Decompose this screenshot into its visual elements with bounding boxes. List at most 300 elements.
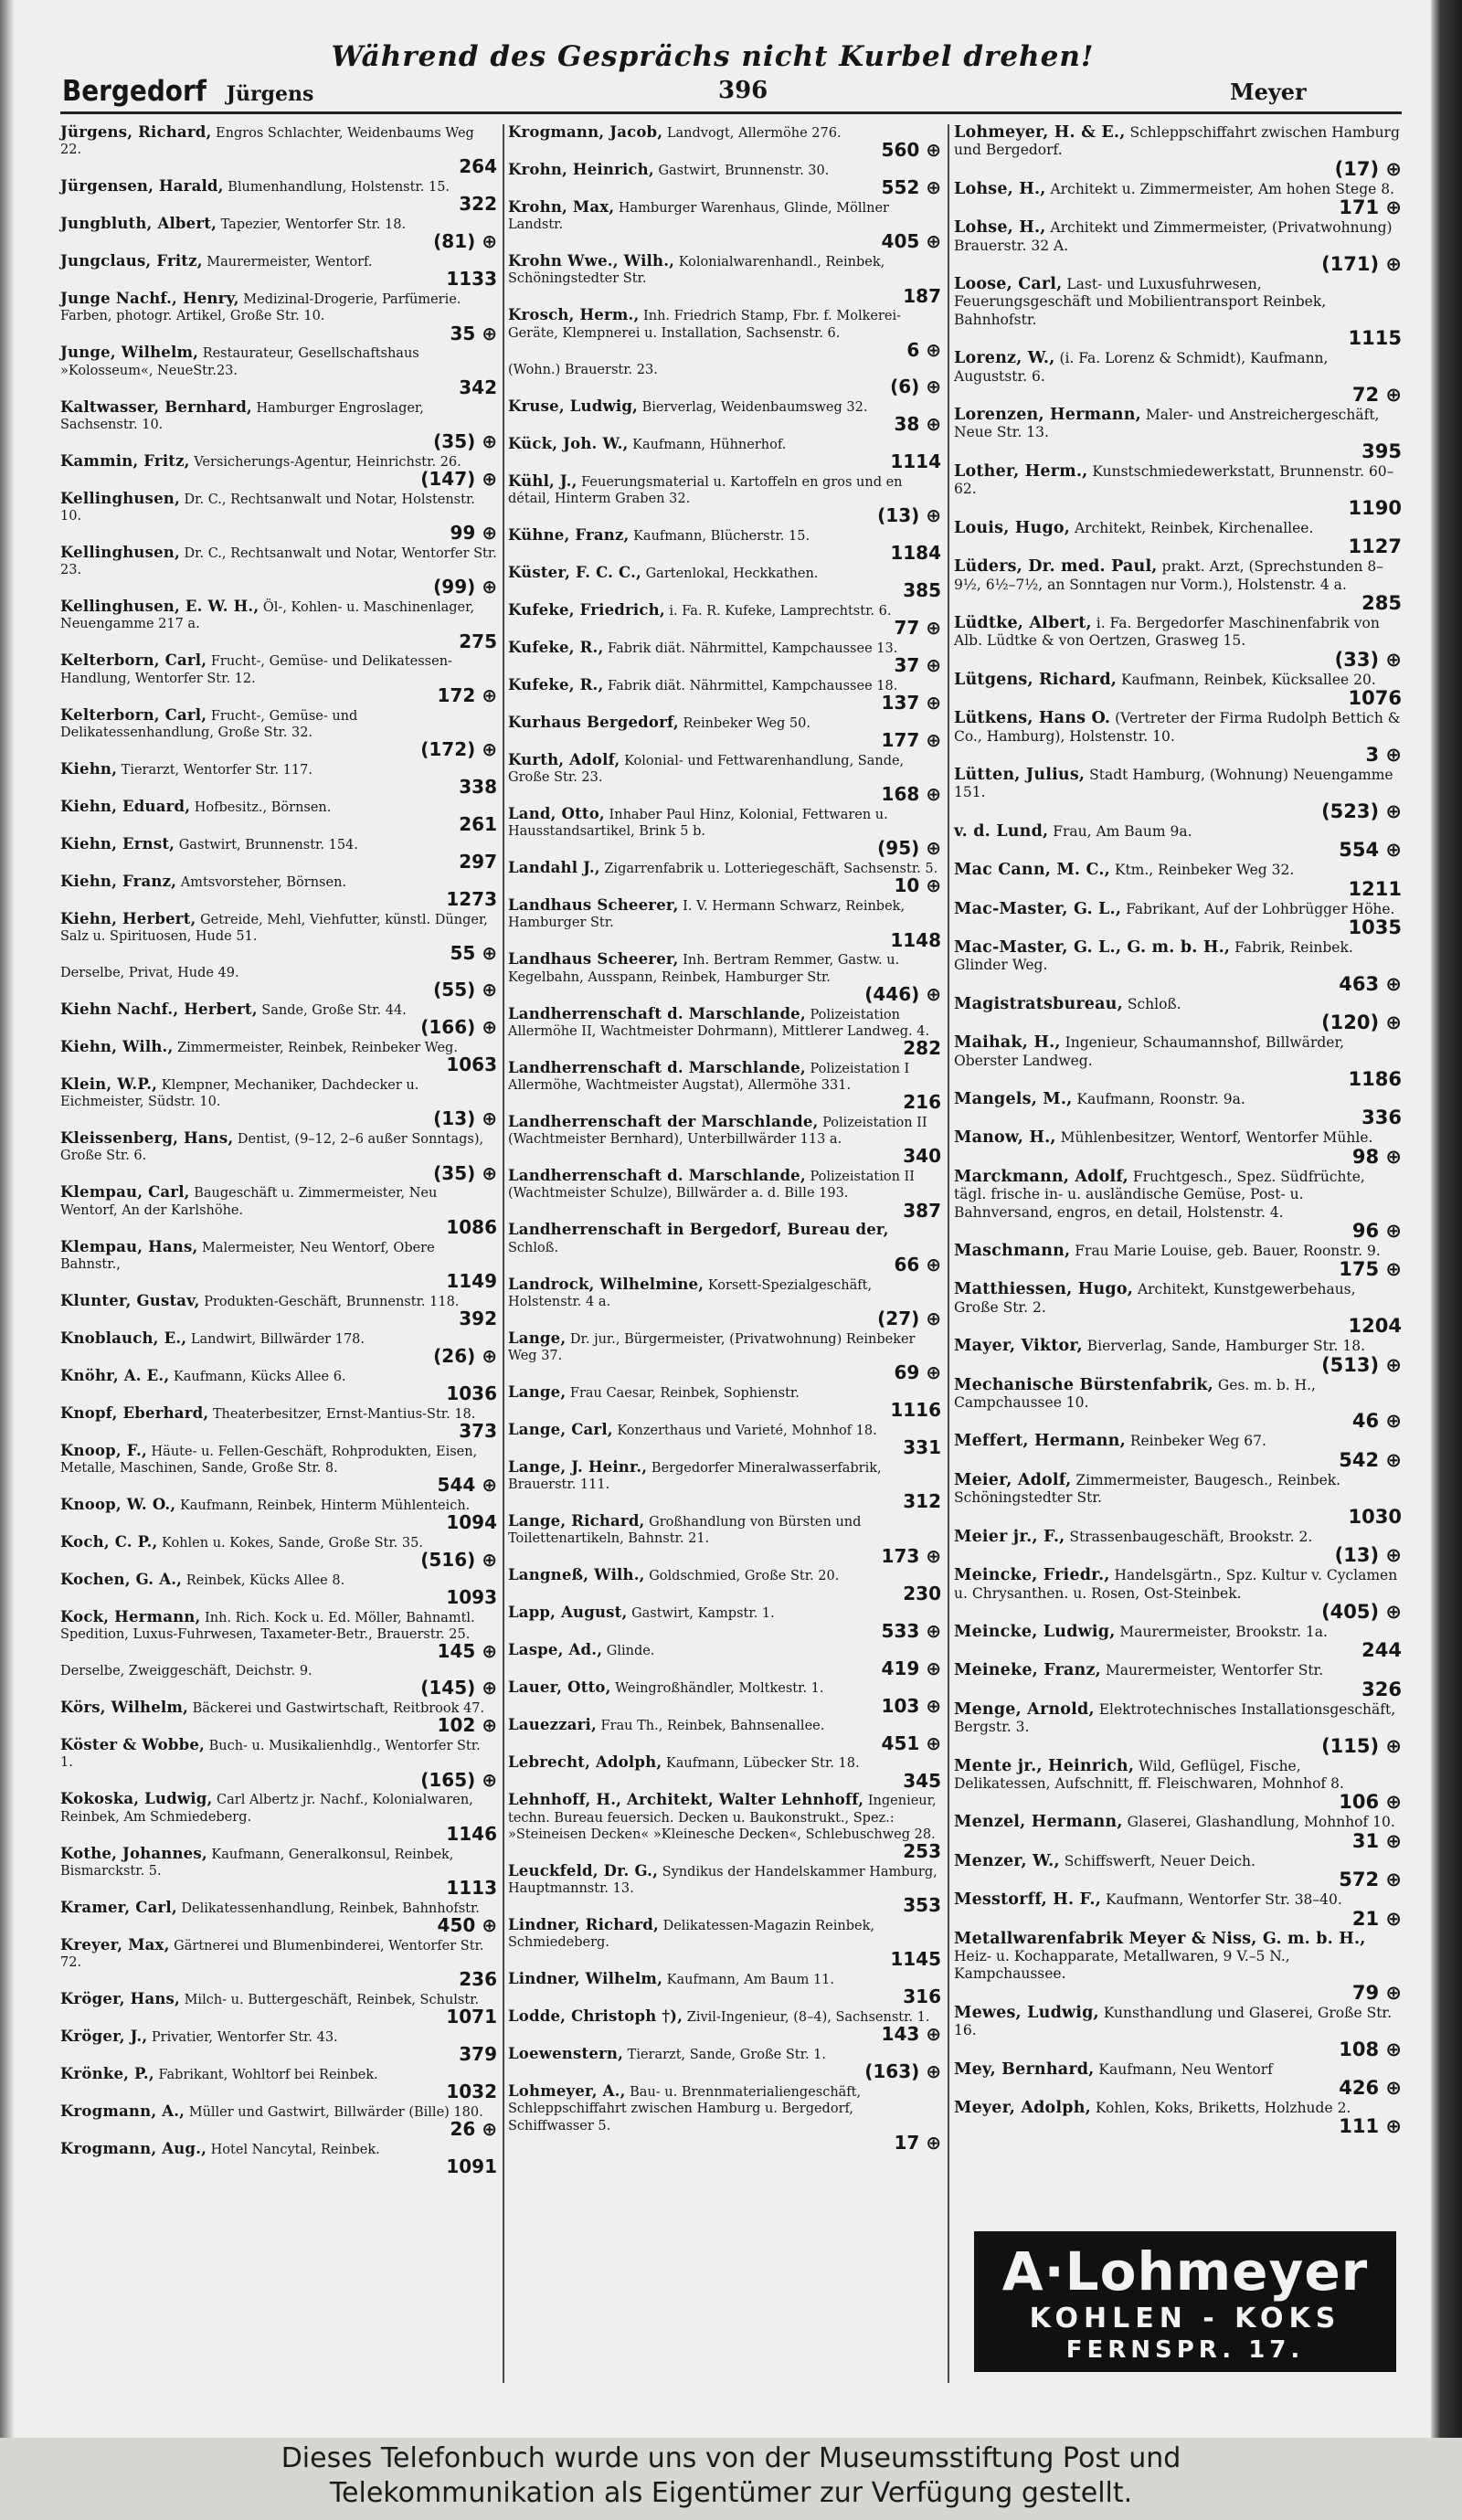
entry-details: Kunsthandlung und Glaserei, Große Str. 16. xyxy=(954,2004,1393,2039)
entry-details: Kaufmann, Neu Wentorf xyxy=(1098,2060,1273,2078)
entry-name: Mey, Bernhard, xyxy=(954,2059,1095,2079)
entry-name: Kühl, J., xyxy=(508,471,577,490)
entry-details: Maurermeister, Wentorfer Str. xyxy=(1105,1662,1324,1679)
entry-phone-number: 463 ⊕ xyxy=(1339,972,1402,995)
entry-details: Derselbe, Privat, Hude 49. xyxy=(60,966,239,981)
entry-details: Restaurateur, Gesellschaftshaus »Kolosseum«, NeueStr.23. xyxy=(60,346,419,378)
entry-phone-number: 173 ⊕ xyxy=(881,1544,941,1567)
entry-phone-number: 542 ⊕ xyxy=(1339,1448,1402,1471)
entry-name: Kellinghusen, xyxy=(60,489,180,507)
entry-details: Frau, Am Baum 9a. xyxy=(1053,822,1192,840)
directory-entry xyxy=(954,558,1402,613)
entry-details: Kaufmann, Reinbek, Hinterm Mühlenteich. xyxy=(179,1498,471,1514)
entry-phone-number: 1148 xyxy=(890,928,941,951)
directory-entry xyxy=(954,1853,1402,1890)
directory-entry xyxy=(60,1572,497,1607)
entry-phone-number: 264 xyxy=(459,155,497,178)
entry-body xyxy=(60,1900,497,1917)
entry-phone-number: 216 xyxy=(903,1091,941,1114)
entry-details: Kaufmann, Am Baum 11. xyxy=(666,1973,835,1988)
entry-name: Land, Otto, xyxy=(508,805,605,823)
entry-body xyxy=(60,178,497,196)
directory-entry xyxy=(508,1917,941,1969)
directory-entry xyxy=(60,1937,497,1989)
directory-entry xyxy=(60,124,497,176)
scan-left-edge xyxy=(0,0,15,2438)
directory-entry xyxy=(60,1791,497,1843)
entry-name: Meier, Adolf, xyxy=(954,1470,1072,1489)
directory-entry xyxy=(60,799,497,834)
entry-phone-number: (165) ⊕ xyxy=(420,1768,497,1791)
directory-entry xyxy=(508,398,941,434)
entry-details: Syndikus der Handelskammer Hamburg, Hauptmannstr. 13. xyxy=(508,1864,938,1897)
entry-body xyxy=(60,1330,497,1348)
entry-body xyxy=(954,1853,1402,1870)
entry-name: Kufeke, R., xyxy=(508,638,604,656)
entry-phone-number: (120) ⊕ xyxy=(1321,1011,1402,1034)
entry-body xyxy=(508,1330,941,1364)
entry-details: Bierverlag, Weidenbaumsweg 32. xyxy=(641,399,868,415)
entry-name: Kiehn, Wilh., xyxy=(60,1038,174,1056)
entry-body xyxy=(954,1662,1402,1679)
entry-phone-number: 187 xyxy=(903,284,941,307)
entry-details: Last- und Luxusfuhrwesen, Feuerungsgeschäft und Mobilientransport Reinbek, Bahnhofstr. xyxy=(954,276,1327,328)
entry-name: Magistratsbureau, xyxy=(954,994,1123,1013)
entry-phone-number: (26) ⊕ xyxy=(433,1345,497,1368)
entry-body xyxy=(954,1169,1402,1222)
entry-details: Kohlen, Koks, Briketts, Holzhude 2. xyxy=(1095,2100,1351,2116)
entry-body xyxy=(954,2061,1402,2079)
entry-name: Kock, Hermann, xyxy=(60,1608,201,1626)
entry-name: Laspe, Ad., xyxy=(508,1641,603,1659)
entry-name: Manow, H., xyxy=(954,1128,1056,1148)
entry-body xyxy=(60,1405,497,1423)
entry-body xyxy=(60,1443,497,1477)
entry-phone-number: 405 ⊕ xyxy=(881,230,941,253)
entry-body xyxy=(508,1513,941,1547)
entry-phone-number: 373 xyxy=(459,1420,497,1443)
entry-body xyxy=(60,344,497,378)
entry-phone-number: 1115 xyxy=(1348,327,1402,350)
directory-entry xyxy=(508,860,941,895)
entry-name: Krogmann, Aug., xyxy=(60,2140,207,2158)
entry-details: Wild, Geflügel, Fische, Delikatessen, Aufschnitt, ff. Fleischwaren, Mohnhof 8. xyxy=(954,1757,1344,1792)
entry-name: Kurth, Adolf, xyxy=(508,750,620,768)
entry-details: Ges. m. b. H., Campchaussee 10. xyxy=(954,1376,1316,1412)
directory-entry xyxy=(60,707,497,759)
entry-name: Lapp, August, xyxy=(508,1604,628,1622)
entry-phone-number: 1149 xyxy=(446,1270,497,1293)
directory-entry xyxy=(954,463,1402,518)
entry-phone-number: (13) ⊕ xyxy=(877,504,941,527)
directory-entry xyxy=(954,1129,1402,1166)
entry-name: Krogmann, Jacob, xyxy=(508,123,663,141)
entry-body xyxy=(60,1937,497,1971)
entry-phone-number: 31 ⊕ xyxy=(1351,1829,1402,1852)
entry-name: Kleissenberg, Hans, xyxy=(60,1129,234,1148)
entry-name: Meineke, Franz, xyxy=(954,1661,1101,1680)
entry-phone-number: 552 ⊕ xyxy=(881,176,941,199)
entry-name: Kiehn, Ernst, xyxy=(60,834,175,852)
directory-entry xyxy=(508,307,941,359)
directory-entry xyxy=(60,874,497,909)
directory-entry xyxy=(60,761,497,797)
entry-name: Landherrenschaft der Marschlande, xyxy=(508,1113,819,1131)
directory-entry xyxy=(60,1991,497,2027)
entry-details: Inh. Friedrich Stamp, Fbr. f. Molkerei-Geräte, Klempnerei u. Installation, Sachsenstr. 6. xyxy=(508,309,902,341)
entry-body xyxy=(60,253,497,270)
entry-details: Schleppschiffahrt zwischen Hamburg und Bergedorf. xyxy=(954,124,1400,159)
entry-body xyxy=(60,1497,497,1514)
directory-entry xyxy=(954,124,1402,179)
directory-entry xyxy=(508,527,941,563)
entry-phone-number: 111 ⊕ xyxy=(1339,2115,1402,2138)
entry-phone-number: 392 xyxy=(459,1308,497,1330)
entry-body xyxy=(508,1384,941,1402)
entry-name: Landherrenschaft d. Marschlande, xyxy=(508,1058,806,1076)
directory-entry xyxy=(60,2141,497,2176)
directory-entry xyxy=(60,399,497,451)
entry-body xyxy=(60,2028,497,2046)
directory-entry xyxy=(508,1791,941,1863)
entry-name: Louis, Hugo, xyxy=(954,518,1071,537)
entry-name: Kiehn, xyxy=(60,759,118,778)
directory-entry xyxy=(508,362,941,397)
entry-name: Landhaus Scheerer, xyxy=(508,896,679,915)
entry-body xyxy=(508,1917,941,1951)
directory-entry xyxy=(60,1846,497,1898)
entry-body xyxy=(954,1701,1402,1737)
entry-details: Stadt Hamburg, (Wohnung) Neuengamme 151. xyxy=(954,766,1393,801)
directory-entry xyxy=(954,615,1402,670)
entry-name: Matthiessen, Hugo, xyxy=(954,1280,1133,1299)
directory-entry xyxy=(60,1368,497,1403)
entry-body xyxy=(954,767,1402,802)
entry-name: Koch, C. P., xyxy=(60,1533,158,1551)
entry-phone-number: 554 ⊕ xyxy=(1339,839,1402,862)
directory-entry xyxy=(954,996,1402,1032)
entry-body xyxy=(508,199,941,233)
entry-phone-number: (166) ⊕ xyxy=(420,1016,497,1039)
entry-body xyxy=(60,291,497,324)
header-first-name: Jürgens xyxy=(226,82,314,106)
directory-entry xyxy=(954,862,1402,898)
entry-body xyxy=(954,1243,1402,1260)
entry-phone-number: 21 ⊕ xyxy=(1351,1907,1402,1930)
entry-details: Landvogt, Allermöhe 276. xyxy=(666,126,842,141)
entry-body xyxy=(508,1422,941,1439)
entry-phone-number: 285 xyxy=(1361,591,1402,614)
entry-name: Maschmann, xyxy=(954,1242,1071,1261)
directory-entry xyxy=(60,253,497,289)
directory-entry xyxy=(954,939,1402,994)
entry-name: Lange, J. Heinr., xyxy=(508,1458,648,1477)
entry-details: Privatier, Wentorfer Str. 43. xyxy=(151,2030,338,2046)
entry-name: Landrock, Wilhelmine, xyxy=(508,1275,705,1293)
entry-name: Krönke, P., xyxy=(60,2065,154,2083)
entry-name: Langneß, Wilh., xyxy=(508,1566,645,1584)
entry-details: Fabrik diät. Nährmittel, Kampchaussee 18. xyxy=(608,678,898,694)
entry-phone-number: (523) ⊕ xyxy=(1321,799,1402,822)
entry-phone-number: (6) ⊕ xyxy=(890,375,941,397)
entry-body xyxy=(60,1039,497,1056)
directory-entry xyxy=(954,2005,1402,2059)
scan-right-edge xyxy=(1431,0,1462,2438)
directory-entry xyxy=(508,897,941,949)
directory-entry xyxy=(60,1609,497,1661)
entry-phone-number: 1076 xyxy=(1348,687,1402,710)
directory-entry xyxy=(954,1472,1402,1527)
directory-entry xyxy=(508,1604,941,1640)
entry-phone-number: 387 xyxy=(903,1199,941,1222)
entry-phone-number: 6 ⊕ xyxy=(906,338,941,361)
entry-name: Kochen, G. A., xyxy=(60,1571,183,1589)
entry-body xyxy=(954,1433,1402,1450)
entry-body xyxy=(508,1971,941,1988)
directory-entry xyxy=(60,836,497,872)
entry-name: Kammin, Fritz, xyxy=(60,451,190,470)
entry-details: Architekt, Kunstgewerbehaus, Große Str. 2. xyxy=(954,1281,1356,1316)
entry-name: Landherrenschaft d. Marschlande, xyxy=(508,1004,806,1022)
entry-body xyxy=(60,399,497,433)
entry-details: Reinbeker Weg 67. xyxy=(1129,1433,1266,1450)
entry-phone-number: 338 xyxy=(459,776,497,799)
entry-name: Kück, Joh. W., xyxy=(508,434,629,452)
directory-entry xyxy=(508,602,941,638)
entry-body xyxy=(508,640,941,657)
entry-phone-number: 336 xyxy=(1361,1106,1402,1129)
entry-name: Krogmann, A., xyxy=(60,2102,185,2121)
entry-name: Metallwarenfabrik Meyer & Niss, G. m. b. H., xyxy=(954,1929,1366,1948)
entry-name: Kiehn, Franz, xyxy=(60,872,177,890)
directory-column-1 xyxy=(60,124,497,2178)
entry-details: Kaufmann, Reinbek, Kücksallee 20. xyxy=(1121,671,1376,688)
entry-name: Krohn Wwe., Wilh., xyxy=(508,252,675,270)
entry-body xyxy=(60,1737,497,1771)
entry-name: Kiehn Nachf., Herbert, xyxy=(60,1001,258,1019)
entry-details: Weingroßhändler, Moltkestr. 1. xyxy=(615,1681,824,1697)
entry-phone-number: 175 ⊕ xyxy=(1339,1258,1402,1281)
entry-details: Konzerthaus und Varieté, Mohnhof 18. xyxy=(617,1424,877,1439)
entry-phone-number: 38 ⊕ xyxy=(894,412,941,435)
entry-name: Junge, Wilhelm, xyxy=(60,344,199,362)
entry-body xyxy=(60,2141,497,2158)
directory-entry xyxy=(508,1168,941,1220)
entry-body xyxy=(954,1377,1402,1413)
entry-phone-number: 171 ⊕ xyxy=(1339,196,1402,219)
entry-body xyxy=(954,1931,1402,1984)
directory-entry xyxy=(508,199,941,251)
entry-phone-number: (95) ⊕ xyxy=(877,837,941,860)
directory-entry xyxy=(60,1497,497,1532)
entry-details: Gastwirt, Brunnenstr. 30. xyxy=(658,164,830,178)
directory-entry xyxy=(508,1754,941,1790)
entry-details: Inh. Bertram Remmer, Gastw. u. Kegelbahn, Ausspann, Reinbek, Hamburger Str. xyxy=(508,953,900,985)
entry-details: Schloß. xyxy=(1127,995,1181,1012)
directory-entry xyxy=(954,219,1402,274)
entry-phone-number: (17) ⊕ xyxy=(1334,157,1402,180)
entry-name: Knoop, F., xyxy=(60,1441,147,1459)
entry-body xyxy=(508,752,941,786)
entry-details: Milch- u. Buttergeschäft, Reinbek, Schulstr. xyxy=(184,1993,480,2008)
entry-details: Delikatessenhandlung, Reinbek, Bahnhofstr. xyxy=(181,1901,480,1916)
entry-phone-number: 544 ⊕ xyxy=(437,1474,497,1497)
entry-body xyxy=(508,897,941,931)
entry-details: Klempner, Mechaniker, Dachdecker u. Eichmeister, Südstr. 10. xyxy=(60,1078,419,1110)
directory-entry xyxy=(60,652,497,704)
directory-entry xyxy=(60,1663,497,1698)
entry-details: Glaserei, Glashandlung, Mohnhof 10. xyxy=(1127,1814,1395,1831)
directory-entry xyxy=(954,350,1402,405)
entry-name: Kramer, Carl, xyxy=(60,1898,177,1916)
entry-details: Tierarzt, Sande, Große Str. 1. xyxy=(627,2048,827,2063)
entry-body xyxy=(508,715,941,732)
directory-entry xyxy=(508,473,941,525)
entry-body xyxy=(954,219,1402,255)
entry-name: Köster & Wobbe, xyxy=(60,1736,205,1754)
ownership-footer xyxy=(0,2438,1462,2520)
directory-entry xyxy=(508,1422,941,1457)
directory-entry xyxy=(508,806,941,858)
entry-details: Maurermeister, Wentorf. xyxy=(207,255,373,270)
ad-products: KOHLEN - KOKS xyxy=(1029,2303,1341,2335)
entry-phone-number: 137 ⊕ xyxy=(881,692,941,715)
entry-body xyxy=(60,874,497,891)
entry-name: Körs, Wilhelm, xyxy=(60,1699,188,1717)
entry-body xyxy=(508,527,941,545)
entry-body xyxy=(508,307,941,341)
entry-name: Lehnhoff, H., Architekt, Walter Lehnhoff, xyxy=(508,1791,864,1809)
entry-phone-number: 10 ⊕ xyxy=(894,874,941,897)
directory-entry xyxy=(60,1699,497,1735)
entry-phone-number: 326 xyxy=(1361,1678,1402,1700)
entry-phone-number: 426 ⊕ xyxy=(1339,2077,1402,2099)
entry-details: (Wohn.) Brauerstr. 23. xyxy=(508,362,658,377)
entry-phone-number: 385 xyxy=(903,579,941,602)
entry-body xyxy=(60,1572,497,1589)
entry-details: Kunstschmiedewerkstatt, Brunnenstr. 60–62. xyxy=(954,462,1394,498)
entry-details: Heiz- u. Kochapparate, Metallwaren, 9 V.–5 N., Kampchaussee. xyxy=(954,1947,1290,1983)
entry-phone-number: (145) ⊕ xyxy=(420,1677,497,1699)
entry-details: Frau Marie Louise, geb. Bauer, Roonstr. 9. xyxy=(1075,1243,1381,1260)
entry-details: Zigarrenfabrik u. Lotteriegeschäft, Sachsenstr. 5. xyxy=(604,862,938,877)
entry-phone-number: 236 xyxy=(459,1968,497,1991)
directory-entry xyxy=(954,901,1402,937)
directory-entry xyxy=(954,710,1402,765)
entry-details: Sande, Große Str. 44. xyxy=(261,1003,407,1019)
entry-details: Häute- u. Fellen-Geschäft, Rohprodukten, Eisen, Metalle, Maschinen, Sande, Große Str. 8. xyxy=(60,1444,478,1477)
entry-details: Frucht-, Gemüse- und Delikatessen-Handlung, Wentorfer Str. 12. xyxy=(60,654,452,686)
entry-phone-number: 1190 xyxy=(1348,496,1402,519)
entry-details: Getreide, Mehl, Viehfutter, künstl. Dünger, Salz u. Spirituosen, Hude 51. xyxy=(60,912,488,945)
entry-body xyxy=(508,602,941,619)
entry-details: Zimmermeister, Baugesch., Reinbek. Schöningstedter Str. xyxy=(954,1471,1341,1507)
entry-phone-number: (33) ⊕ xyxy=(1334,648,1402,671)
entry-details: Schiffswerft, Neuer Deich. xyxy=(1064,1852,1255,1869)
entry-phone-number: 342 xyxy=(459,376,497,398)
directory-entry xyxy=(508,1006,941,1058)
header-left xyxy=(62,75,313,108)
entry-body xyxy=(508,1604,941,1622)
directory-entry xyxy=(954,1931,1402,2003)
entry-body xyxy=(60,2066,497,2083)
entry-details: Produkten-Geschäft, Brunnenstr. 118. xyxy=(204,1294,460,1309)
entry-phone-number: 1184 xyxy=(890,542,941,565)
entry-details: Baugeschäft u. Zimmermeister, Neu Wentorf, An der Karlshöhe. xyxy=(60,1186,438,1218)
entry-phone-number: 395 xyxy=(1361,439,1402,462)
entry-name: Landhaus Scheerer, xyxy=(508,950,679,969)
entry-name: Lebrecht, Adolph, xyxy=(508,1753,662,1772)
directory-entry xyxy=(508,253,941,305)
entry-name: Lange, Carl, xyxy=(508,1421,613,1439)
entry-details: Kaufmann, Kücks Allee 6. xyxy=(173,1369,346,1384)
entry-body xyxy=(954,2100,1402,2117)
entry-phone-number: (172) ⊕ xyxy=(420,738,497,761)
entry-name: Mangels, M., xyxy=(954,1090,1073,1108)
entry-body xyxy=(60,216,497,233)
directory-entry xyxy=(508,124,941,160)
directory-entry xyxy=(508,1330,941,1382)
entry-name: Landherrenschaft in Bergedorf, Bureau der, xyxy=(508,1221,889,1239)
entry-name: Jürgens, Richard, xyxy=(60,123,212,141)
column-divider xyxy=(948,124,949,2383)
entry-details: Landwirt, Billwärder 178. xyxy=(190,1331,366,1347)
entry-body xyxy=(60,1293,497,1310)
entry-phone-number: (163) ⊕ xyxy=(864,2060,941,2083)
entry-name: Klempau, Carl, xyxy=(60,1183,190,1202)
directory-entry xyxy=(508,1384,941,1420)
entry-details: Hamburger Engroslager, Sachsenstr. 10. xyxy=(60,400,424,432)
entry-body xyxy=(954,862,1402,879)
entry-phone-number: 108 ⊕ xyxy=(1339,2038,1402,2060)
entry-body xyxy=(60,1791,497,1825)
entry-name: Lütgens, Richard, xyxy=(954,670,1118,689)
entry-name: Kreyer, Max, xyxy=(60,1935,170,1954)
entry-body xyxy=(508,1567,941,1584)
entry-details: Ingenieur, techn. Bureau feuersich. Decken u. Baukonstrukt., Spez.: »Steineisen Decken« »Kleinesche Decken«, Schlebuschweg 28. xyxy=(508,1794,937,1842)
entry-phone-number: 145 ⊕ xyxy=(437,1640,497,1663)
entry-phone-number: 102 ⊕ xyxy=(437,1714,497,1737)
entry-name: Mac-Master, G. L., G. m. b. H., xyxy=(954,937,1231,957)
entry-phone-number: 451 ⊕ xyxy=(881,1731,941,1754)
directory-entry xyxy=(508,1642,941,1678)
directory-entry xyxy=(954,767,1402,821)
entry-body xyxy=(60,1699,497,1717)
entry-phone-number: 1204 xyxy=(1348,1315,1402,1338)
entry-body xyxy=(954,1034,1402,1070)
entry-details: Reinbeker Weg 50. xyxy=(683,715,810,731)
entry-phone-number: 331 xyxy=(903,1436,941,1459)
entry-body xyxy=(60,124,497,158)
entry-name: Marckmann, Adolf, xyxy=(954,1167,1128,1186)
directory-entry xyxy=(954,276,1402,348)
directory-entry xyxy=(954,181,1402,217)
entry-name: Lorenz, W., xyxy=(954,349,1055,368)
directory-entry xyxy=(60,2103,497,2139)
entry-phone-number: 1113 xyxy=(446,1877,497,1900)
entry-name: Kiehn, Herbert, xyxy=(60,909,196,927)
entry-phone-number: 1273 xyxy=(446,888,497,911)
entry-body xyxy=(954,901,1402,918)
entry-body xyxy=(954,1281,1402,1317)
entry-body xyxy=(954,939,1402,975)
entry-phone-number: 533 ⊕ xyxy=(881,1619,941,1642)
directory-entry xyxy=(60,291,497,343)
entry-phone-number: 312 xyxy=(903,1490,941,1513)
entry-details: Korsett-Spezialgeschäft, Holstenstr. 4 a. xyxy=(508,1277,873,1309)
entry-body xyxy=(60,1609,497,1643)
header-last-name: Meyer xyxy=(1230,79,1307,105)
